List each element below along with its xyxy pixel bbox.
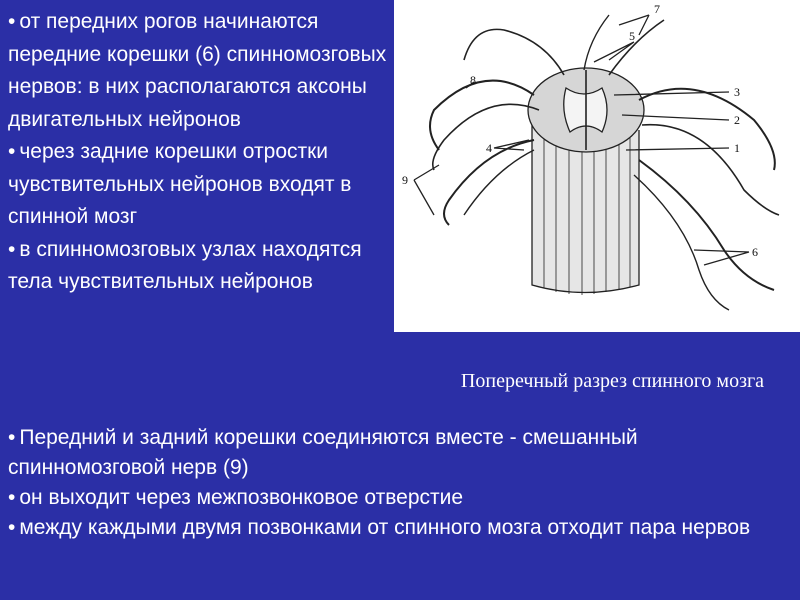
bullet-text: между каждыми двумя позвонками от спинного мозга отходит пара нервов [19,516,751,539]
figure-label: 2 [734,113,740,127]
bottom-bullet-list [8,423,788,543]
bullet-item [8,423,788,483]
bullet-item [8,483,788,513]
figure-label: 3 [734,85,740,99]
bullet-icon: • [8,10,16,33]
bullet-item [8,234,393,299]
spinal-cord-drawing [394,0,800,332]
bullet-icon: • [8,426,16,449]
figure-caption: Поперечный разрез спинного мозга [460,370,765,392]
bullet-text: Передний и задний корешки соединяются вместе - смешанный спинномозговой нерв (9) [8,426,638,479]
figure-label: 9 [402,173,408,187]
bullet-icon: • [8,516,16,539]
top-bullet-list [8,6,393,299]
bullet-text: от передних рогов начинаются передние корешки (6) спинномозговых нервов: в них располагаются аксоны двигательных нейронов [8,10,387,131]
figure-label: 4 [486,141,492,155]
bullet-text: в спинномозговых узлах находятся тела чувствительных нейронов [8,237,362,293]
bullet-icon: • [8,486,16,509]
figure-label: 5 [629,29,635,43]
bullet-icon: • [8,237,16,261]
bullet-text: через задние корешки отростки чувствительных нейронов входят в спинной мозг [8,140,352,228]
bullet-item [8,513,788,543]
figure-label: 6 [752,245,758,259]
bullet-item [8,136,393,234]
bullet-icon: • [8,140,16,163]
figure-label: 7 [654,2,660,16]
bullet-text: он выходит через межпозвонковое отверстие [19,486,464,509]
spinal-cord-illustration [394,0,800,332]
figure-label: 1 [734,141,740,155]
bullet-item [8,6,393,136]
figure-label: 8 [470,73,476,87]
